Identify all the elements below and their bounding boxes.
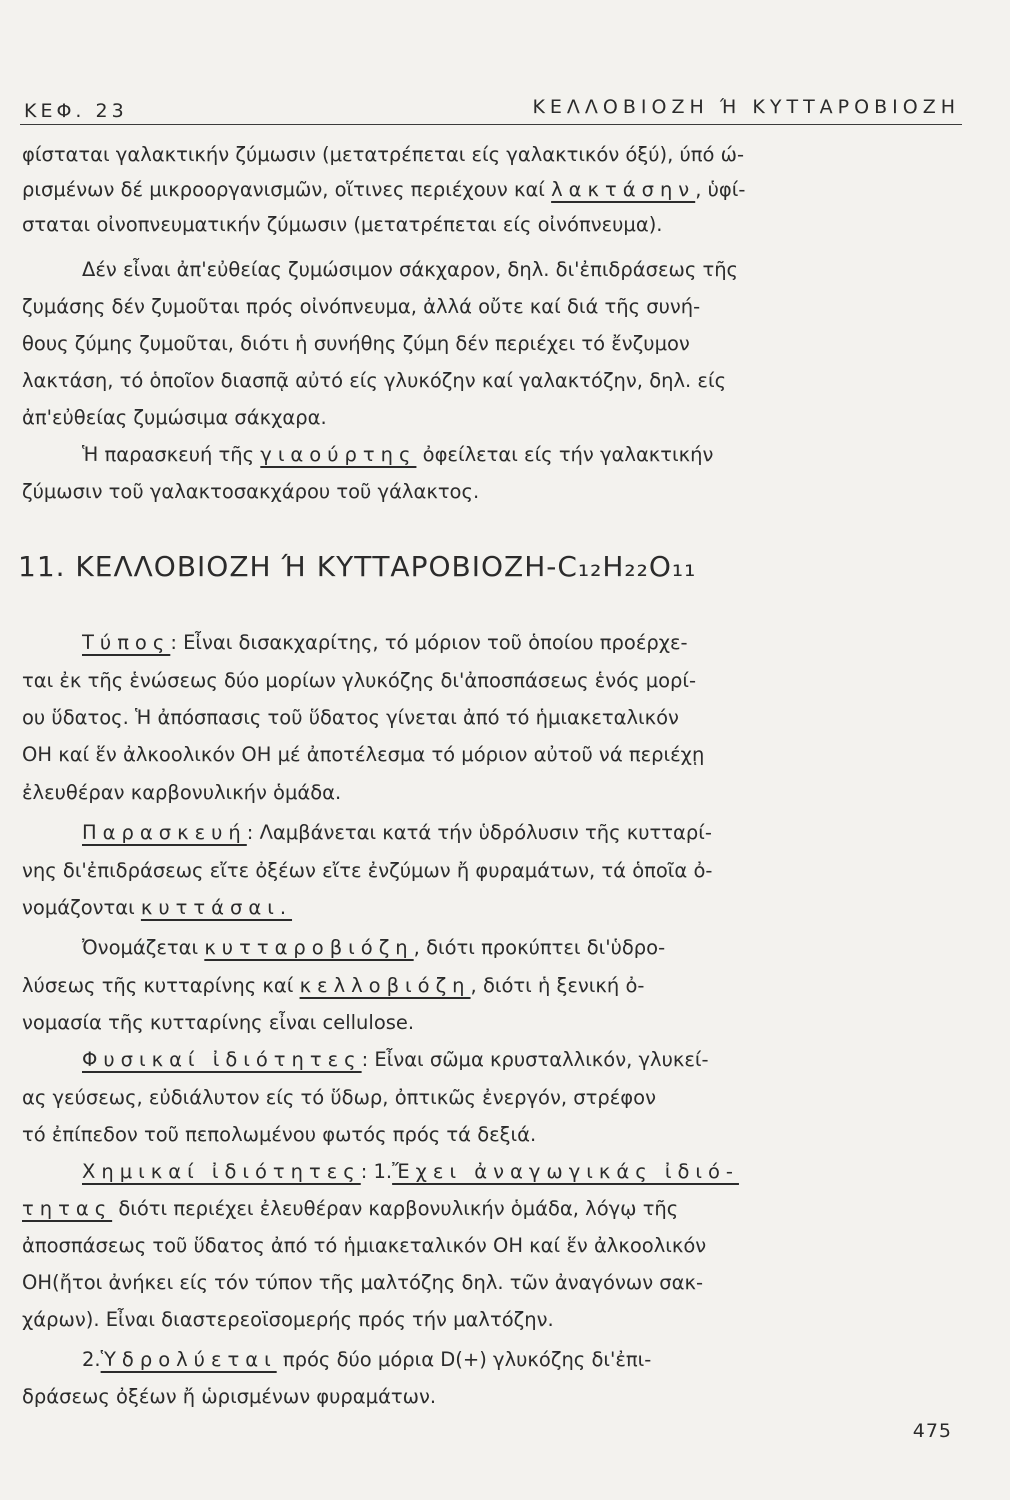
text-line: ζύμωσιν τοῦ γαλακτοσακχάρου τοῦ γάλακτος. xyxy=(22,480,480,503)
text-line: ρισμένων δέ μικροοργανισμῶν, οἵτινες περιέχουν καί λακτάσην, ὑφί- xyxy=(22,178,746,201)
subheading-physical: Φυσικαί ἰδιότητες xyxy=(82,1048,362,1071)
text-line: Φυσικαί ἰδιότητες: Εἶναι σῶμα κρυσταλλικόν, γλυκεί- xyxy=(82,1048,709,1071)
text-line: OH(ἤτοι ἀνήκει είς τόν τύπον τῆς μαλτόζης δηλ. τῶν ἀναγόνων σακ- xyxy=(22,1271,704,1294)
text-line: Δέν εἶναι ἀπ'εὐθείας ζυμώσιμον σάκχαρον, δηλ. δι'ἐπιδράσεως τῆς xyxy=(82,258,739,281)
text-line: νομάζονται κυττάσαι. xyxy=(22,896,293,919)
text-line: Ὀνομάζεται κυτταροβιόζη, διότι προκύπτει δι'ὑδρο- xyxy=(82,936,666,959)
subheading-paraskevi: Παρασκευή xyxy=(82,821,247,844)
text-line: τό ἐπίπεδον τοῦ πεπολωμένου φωτός πρός τά δεξιά. xyxy=(22,1123,537,1146)
header-rule xyxy=(20,124,962,125)
underlined-term: κυτταροβιόζη xyxy=(204,936,414,959)
text-line: σταται οἰνοπνευματικήν ζύμωσιν (μετατρέπεται είς οἰνόπνευμα). xyxy=(22,213,663,236)
text-line: Παρασκευή: Λαμβάνεται κατά τήν ὑδρόλυσιν τῆς κυτταρί- xyxy=(82,821,712,844)
text-line: ἐλευθέραν καρβονυλικήν ὁμάδα. xyxy=(22,781,342,804)
text-line: τητας διότι περιέχει ἐλευθέραν καρβονυλικήν ὁμάδα, λόγῳ τῆς xyxy=(22,1197,679,1220)
underlined-term: γιαούρτης xyxy=(260,443,417,466)
text-line: λύσεως τῆς κυτταρίνης καί κελλοβιόζη, διότι ἡ ξενική ὀ- xyxy=(22,974,645,997)
subheading-typos: Τύπος xyxy=(82,631,171,654)
underlined-term: τητας xyxy=(22,1197,113,1220)
text-line: λακτάση, τό ὁποῖον διασπᾷ αὐτό είς γλυκόζην καί γαλακτόζην, δηλ. είς xyxy=(22,369,727,392)
text-line: ας γεύσεως, εὐδιάλυτον είς τό ὕδωρ, ὀπτικῶς ἐνεργόν, στρέφον xyxy=(22,1086,656,1109)
text-line: ται ἐκ τῆς ἑνώσεως δύο μορίων γλυκόζης δι'ἀποσπάσεως ἑνός μορί- xyxy=(22,669,697,692)
text-line: νης δι'ἐπιδράσεως εἴτε ὀξέων εἴτε ἐνζύμων ἤ φυραμάτων, τά ὁποῖα ὀ- xyxy=(22,859,713,882)
text-line: νομασία τῆς κυτταρίνης εἶναι cellulose. xyxy=(22,1011,415,1034)
underlined-term: Ἔχει ἀναγωγικάς ἰδιό- xyxy=(392,1160,739,1183)
underlined-term: Ὑδρολύεται xyxy=(100,1348,277,1371)
text-line: Χημικαί ἰδιότητες: 1.Ἔχει ἀναγωγικάς ἰδιό- xyxy=(82,1160,739,1183)
text-line: δράσεως ὀξέων ἤ ὡρισμένων φυραμάτων. xyxy=(22,1385,437,1408)
text-line: ἀποσπάσεως τοῦ ὕδατος ἀπό τό ἡμιακεταλικόν OH καί ἕν ἀλκοολικόν xyxy=(22,1234,707,1257)
underlined-term: κελλοβιόζη xyxy=(299,974,471,997)
text-line: OH καί ἕν ἀλκοολικόν OH μέ ἀποτέλεσμα τό μόριον αὐτοῦ νά περιέχῃ xyxy=(22,743,705,766)
subheading-chemical: Χημικαί ἰδιότητες xyxy=(82,1160,361,1183)
underlined-term: κυττάσαι. xyxy=(140,896,293,919)
text-line: ζυμάσης δέν ζυμοῦται πρός οἰνόπνευμα, ἀλλά οὔτε καί διά τῆς συνή- xyxy=(22,295,701,318)
running-title: ΚΕΛΛΟΒΙΟΖΗ Ή ΚΥΤΤΑΡΟΒΙΟΖΗ xyxy=(532,96,960,118)
text-line: ἀπ'εὐθείας ζυμώσιμα σάκχαρα. xyxy=(22,406,327,429)
text-line: Τύπος: Εἶναι δισακχαρίτης, τό μόριον τοῦ ὁποίου προέρχε- xyxy=(82,631,688,654)
text-line: Ἡ παρασκευή τῆς γιαούρτης ὀφείλεται είς τήν γαλακτικήν xyxy=(82,443,714,466)
section-title: 11. ΚΕΛΛΟΒΙΟΖΗ Ή ΚΥΤΤΑΡΟΒΙΟΖΗ-C₁₂H₂₂O₁₁ xyxy=(18,550,697,583)
text-line: ου ὕδατος. Ἡ ἀπόσπασις τοῦ ὕδατος γίνεται ἀπό τό ἡμιακεταλικόν xyxy=(22,706,679,729)
text-line: χάρων). Εἶναι διαστερεοϊσομερής πρός τήν μαλτόζην. xyxy=(22,1308,554,1331)
text-line: 2.Ὑδρολύεται πρός δύο μόρια D(+) γλυκόζης δι'ἐπι- xyxy=(82,1348,652,1371)
text-line: θους ζύμης ζυμοῦται, διότι ἡ συνήθης ζύμη δέν περιέχει τό ἔνζυμον xyxy=(22,332,690,355)
chapter-label: ΚΕΦ. 23 xyxy=(24,100,128,122)
text-line: φίσταται γαλακτικήν ζύμωσιν (μετατρέπεται είς γαλακτικόν όξύ), ύπό ώ- xyxy=(22,143,745,166)
page-number: 475 xyxy=(912,1420,952,1442)
underlined-term: λακτάσην xyxy=(551,178,696,201)
